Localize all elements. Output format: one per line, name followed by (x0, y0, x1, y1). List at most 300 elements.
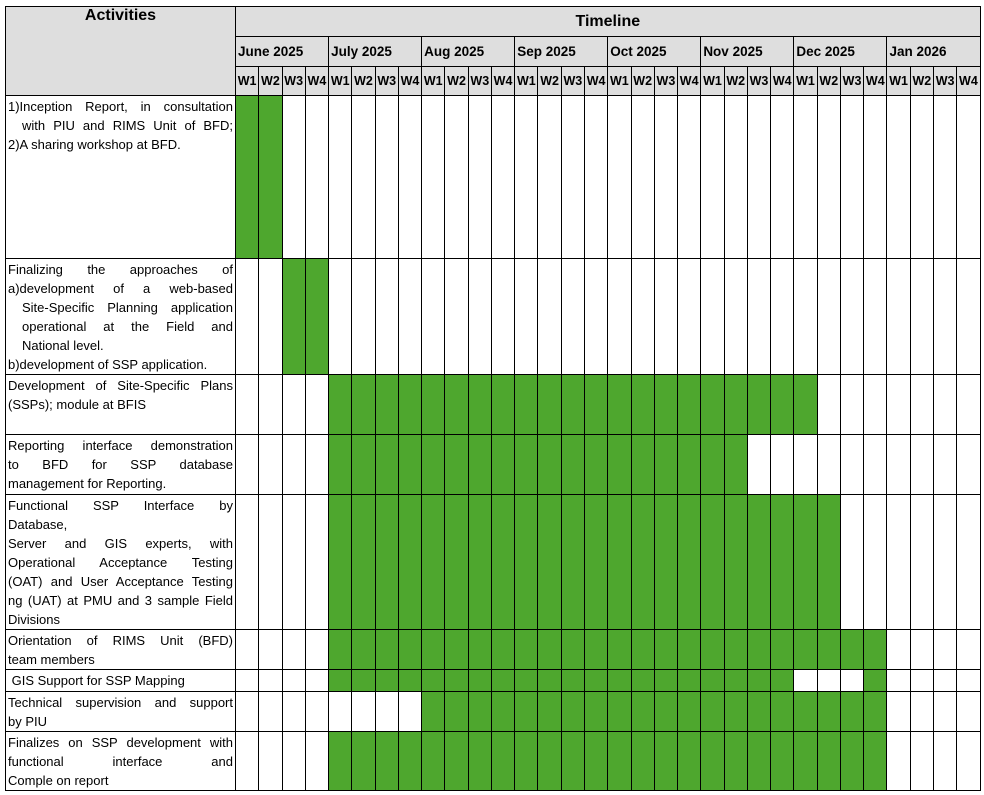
gantt-empty-cell (933, 96, 956, 259)
gantt-empty-cell (887, 259, 910, 375)
gantt-bar-cell (631, 495, 654, 630)
gantt-bar-cell (375, 670, 398, 692)
activity-row (6, 375, 981, 435)
week-header: W2 (817, 67, 840, 96)
gantt-bar-cell (445, 495, 468, 630)
gantt-bar-cell (584, 375, 607, 435)
week-header: W3 (561, 67, 584, 96)
gantt-empty-cell (305, 670, 328, 692)
gantt-bar-cell (422, 670, 445, 692)
gantt-empty-cell (817, 375, 840, 435)
activity-row (6, 96, 981, 259)
gantt-bar-cell (701, 732, 724, 791)
gantt-empty-cell (817, 259, 840, 375)
gantt-bar-cell (794, 630, 817, 670)
gantt-bar-cell (468, 670, 491, 692)
gantt-bar-cell (747, 670, 770, 692)
gantt-bar-cell (678, 435, 701, 495)
gantt-bar-cell (631, 732, 654, 791)
activity-row (6, 630, 981, 670)
gantt-empty-cell (375, 259, 398, 375)
gantt-bar-cell (631, 375, 654, 435)
activity-text-line: a)development of a web-based (8, 281, 233, 296)
gantt-bar-cell (678, 732, 701, 791)
gantt-empty-cell (236, 495, 259, 630)
gantt-bar-cell (747, 692, 770, 732)
gantt-empty-cell (910, 375, 933, 435)
gantt-bar-cell (491, 435, 514, 495)
gantt-bar-cell (771, 670, 794, 692)
gantt-empty-cell (631, 259, 654, 375)
gantt-bar-cell (631, 670, 654, 692)
week-header: W1 (887, 67, 910, 96)
activity-text-line: (OAT) and User Acceptance Testing (8, 574, 233, 589)
activity-text-line: 2)A sharing workshop at BFD. (8, 137, 181, 152)
gantt-bar-cell (747, 630, 770, 670)
gantt-empty-cell (561, 96, 584, 259)
gantt-bar-cell (491, 495, 514, 630)
gantt-empty-cell (957, 259, 980, 375)
activity-text-line: Operational Acceptance Testing (8, 555, 233, 570)
activity-cell (6, 732, 236, 791)
gantt-empty-cell (794, 259, 817, 375)
gantt-empty-cell (282, 435, 305, 495)
gantt-bar-cell (794, 495, 817, 630)
activity-row (6, 670, 981, 692)
week-header: W3 (375, 67, 398, 96)
gantt-bar-cell (468, 435, 491, 495)
gantt-bar-cell (422, 375, 445, 435)
gantt-empty-cell (910, 495, 933, 630)
gantt-bar-cell (538, 670, 561, 692)
gantt-empty-cell (236, 732, 259, 791)
activity-text-line: ng (UAT) at PMU and 3 sample Field (8, 593, 233, 608)
gantt-empty-cell (771, 259, 794, 375)
gantt-bar-cell (422, 692, 445, 732)
activity-row (6, 692, 981, 732)
gantt-bar-cell (631, 435, 654, 495)
gantt-bar-cell (422, 630, 445, 670)
gantt-bar-cell (654, 495, 677, 630)
gantt-bar-cell (608, 692, 631, 732)
gantt-bar-cell (236, 96, 259, 259)
gantt-empty-cell (352, 692, 375, 732)
gantt-empty-cell (515, 259, 538, 375)
gantt-empty-cell (305, 630, 328, 670)
gantt-bar-cell (724, 435, 747, 495)
gantt-bar-cell (398, 495, 421, 630)
gantt-bar-cell (445, 692, 468, 732)
activity-text-line: Finalizes on SSP development with (8, 735, 233, 750)
gantt-bar-cell (654, 670, 677, 692)
gantt-bar-cell (724, 670, 747, 692)
week-header: W3 (282, 67, 305, 96)
gantt-bar-cell (468, 630, 491, 670)
week-header: W1 (515, 67, 538, 96)
gantt-empty-cell (329, 259, 352, 375)
week-header: W1 (794, 67, 817, 96)
activity-text-line: National level. (22, 338, 104, 353)
gantt-bar-cell (352, 670, 375, 692)
activity-row (6, 259, 981, 375)
gantt-bar-cell (375, 375, 398, 435)
gantt-bar-cell (608, 630, 631, 670)
gantt-bar-cell (282, 259, 305, 375)
activity-cell (6, 96, 236, 259)
gantt-empty-cell (422, 259, 445, 375)
week-header: W4 (305, 67, 328, 96)
activity-text-line: Technical supervision and support (8, 695, 233, 710)
gantt-bar-cell (608, 495, 631, 630)
gantt-bar-cell (491, 670, 514, 692)
gantt-empty-cell (329, 96, 352, 259)
gantt-chart (5, 6, 981, 791)
gantt-empty-cell (933, 375, 956, 435)
gantt-bar-cell (724, 732, 747, 791)
gantt-bar-cell (329, 375, 352, 435)
gantt-bar-cell (491, 630, 514, 670)
gantt-empty-cell (678, 259, 701, 375)
gantt-empty-cell (771, 96, 794, 259)
activity-text-line: Site-Specific Planning application (22, 300, 233, 315)
gantt-empty-cell (887, 692, 910, 732)
gantt-empty-cell (957, 435, 980, 495)
gantt-bar-cell (515, 630, 538, 670)
gantt-bar-cell (701, 495, 724, 630)
week-header: W3 (654, 67, 677, 96)
gantt-empty-cell (817, 670, 840, 692)
gantt-empty-cell (957, 96, 980, 259)
gantt-empty-cell (375, 692, 398, 732)
gantt-empty-cell (724, 96, 747, 259)
gantt-bar-cell (817, 495, 840, 630)
week-header: W4 (398, 67, 421, 96)
gantt-empty-cell (957, 495, 980, 630)
gantt-bar-cell (329, 495, 352, 630)
gantt-bar-cell (561, 692, 584, 732)
activity-text-line: (SSPs); module at BFIS (8, 397, 146, 412)
gantt-bar-cell (445, 375, 468, 435)
gantt-empty-cell (933, 732, 956, 791)
gantt-bar-cell (794, 375, 817, 435)
gantt-empty-cell (747, 435, 770, 495)
activity-text-line: b)development of SSP application. (8, 357, 208, 372)
gantt-empty-cell (282, 96, 305, 259)
gantt-empty-cell (910, 96, 933, 259)
gantt-empty-cell (259, 495, 282, 630)
gantt-bar-cell (817, 692, 840, 732)
gantt-bar-cell (329, 670, 352, 692)
gantt-empty-cell (654, 259, 677, 375)
activity-text-line: management for Reporting. (8, 476, 167, 491)
gantt-empty-cell (282, 670, 305, 692)
gantt-empty-cell (236, 630, 259, 670)
gantt-empty-cell (305, 96, 328, 259)
gantt-bar-cell (538, 732, 561, 791)
gantt-empty-cell (794, 96, 817, 259)
gantt-empty-cell (864, 96, 887, 259)
week-header: W4 (771, 67, 794, 96)
gantt-empty-cell (957, 732, 980, 791)
gantt-bar-cell (561, 375, 584, 435)
gantt-empty-cell (864, 495, 887, 630)
gantt-empty-cell (398, 692, 421, 732)
gantt-bar-cell (305, 259, 328, 375)
gantt-empty-cell (840, 435, 863, 495)
gantt-empty-cell (933, 495, 956, 630)
gantt-empty-cell (305, 495, 328, 630)
gantt-empty-cell (305, 375, 328, 435)
month-header: June 2025 (236, 37, 329, 67)
activity-cell (6, 692, 236, 732)
gantt-bar-cell (398, 435, 421, 495)
gantt-bar-cell (654, 435, 677, 495)
gantt-empty-cell (631, 96, 654, 259)
gantt-empty-cell (282, 692, 305, 732)
gantt-empty-cell (538, 259, 561, 375)
gantt-bar-cell (491, 692, 514, 732)
activity-text-line: Finalizing the approaches of (8, 262, 233, 277)
gantt-empty-cell (840, 259, 863, 375)
week-header: W4 (864, 67, 887, 96)
gantt-bar-cell (259, 96, 282, 259)
week-header: W3 (468, 67, 491, 96)
gantt-bar-cell (375, 732, 398, 791)
gantt-bar-cell (864, 732, 887, 791)
gantt-bar-cell (352, 375, 375, 435)
gantt-empty-cell (584, 96, 607, 259)
activity-text-line: operational at the Field and (22, 319, 233, 334)
gantt-bar-cell (584, 435, 607, 495)
gantt-empty-cell (491, 96, 514, 259)
gantt-empty-cell (305, 692, 328, 732)
gantt-bar-cell (747, 495, 770, 630)
gantt-empty-cell (887, 732, 910, 791)
gantt-bar-cell (840, 732, 863, 791)
week-header: W4 (584, 67, 607, 96)
gantt-bar-cell (352, 435, 375, 495)
month-header: Oct 2025 (608, 37, 701, 67)
gantt-bar-cell (352, 732, 375, 791)
gantt-bar-cell (398, 732, 421, 791)
week-header: W1 (422, 67, 445, 96)
gantt-empty-cell (794, 670, 817, 692)
gantt-bar-cell (864, 670, 887, 692)
gantt-empty-cell (933, 630, 956, 670)
gantt-bar-cell (654, 375, 677, 435)
week-header: W3 (840, 67, 863, 96)
gantt-empty-cell (933, 670, 956, 692)
week-header: W2 (445, 67, 468, 96)
gantt-empty-cell (771, 435, 794, 495)
gantt-bar-cell (352, 630, 375, 670)
gantt-empty-cell (933, 259, 956, 375)
week-header: W4 (957, 67, 980, 96)
gantt-empty-cell (282, 375, 305, 435)
gantt-empty-cell (236, 670, 259, 692)
gantt-bar-cell (561, 495, 584, 630)
gantt-empty-cell (329, 692, 352, 732)
week-header: W1 (608, 67, 631, 96)
week-header: W4 (678, 67, 701, 96)
gantt-bar-cell (515, 435, 538, 495)
gantt-bar-cell (445, 732, 468, 791)
gantt-empty-cell (747, 96, 770, 259)
activity-row (6, 495, 981, 630)
gantt-empty-cell (957, 630, 980, 670)
gantt-bar-cell (701, 692, 724, 732)
month-header: Dec 2025 (794, 37, 887, 67)
week-header: W3 (747, 67, 770, 96)
gantt-empty-cell (259, 375, 282, 435)
gantt-empty-cell (887, 96, 910, 259)
gantt-empty-cell (584, 259, 607, 375)
gantt-bar-cell (375, 435, 398, 495)
gantt-bar-cell (701, 435, 724, 495)
gantt-bar-cell (678, 670, 701, 692)
week-header: W2 (631, 67, 654, 96)
gantt-bar-cell (631, 692, 654, 732)
activity-text-line: Orientation of RIMS Unit (BFD) (8, 633, 233, 648)
gantt-bar-cell (771, 375, 794, 435)
gantt-bar-cell (608, 435, 631, 495)
gantt-bar-cell (678, 495, 701, 630)
gantt-bar-cell (398, 630, 421, 670)
gantt-bar-cell (724, 692, 747, 732)
gantt-bar-cell (678, 630, 701, 670)
gantt-empty-cell (840, 96, 863, 259)
activity-text-line: Database, (8, 517, 68, 532)
gantt-bar-cell (771, 732, 794, 791)
gantt-bar-cell (771, 630, 794, 670)
gantt-empty-cell (701, 259, 724, 375)
week-header: W2 (538, 67, 561, 96)
gantt-empty-cell (887, 435, 910, 495)
gantt-bar-cell (701, 670, 724, 692)
gantt-bar-cell (840, 692, 863, 732)
activity-cell (6, 375, 236, 435)
gantt-bar-cell (538, 495, 561, 630)
gantt-empty-cell (422, 96, 445, 259)
gantt-empty-cell (236, 259, 259, 375)
gantt-bar-cell (584, 692, 607, 732)
activity-row (6, 732, 981, 791)
gantt-empty-cell (259, 670, 282, 692)
gantt-bar-cell (538, 692, 561, 732)
gantt-bar-cell (561, 732, 584, 791)
gantt-bar-cell (701, 630, 724, 670)
gantt-empty-cell (398, 96, 421, 259)
gantt-bar-cell (561, 630, 584, 670)
week-header: W2 (259, 67, 282, 96)
gantt-empty-cell (445, 259, 468, 375)
gantt-bar-cell (538, 630, 561, 670)
gantt-bar-cell (515, 692, 538, 732)
gantt-empty-cell (933, 692, 956, 732)
activity-text-line: Development of Site-Specific Plans (8, 378, 233, 393)
month-header: July 2025 (329, 37, 422, 67)
activities-header: Activities (6, 7, 236, 96)
gantt-empty-cell (678, 96, 701, 259)
gantt-bar-cell (538, 435, 561, 495)
timeline-header: Timeline (236, 7, 981, 37)
gantt-empty-cell (864, 375, 887, 435)
gantt-empty-cell (608, 96, 631, 259)
gantt-empty-cell (887, 630, 910, 670)
gantt-empty-cell (747, 259, 770, 375)
gantt-empty-cell (259, 435, 282, 495)
gantt-empty-cell (910, 692, 933, 732)
gantt-bar-cell (561, 435, 584, 495)
gantt-empty-cell (933, 435, 956, 495)
gantt-empty-cell (305, 732, 328, 791)
gantt-bar-cell (584, 670, 607, 692)
timeline-table (5, 6, 981, 791)
activity-text-line: Comple on report (8, 773, 109, 788)
gantt-bar-cell (817, 630, 840, 670)
activity-cell (6, 495, 236, 630)
gantt-bar-cell (584, 630, 607, 670)
gantt-bar-cell (375, 630, 398, 670)
gantt-bar-cell (561, 670, 584, 692)
week-header: W4 (491, 67, 514, 96)
gantt-bar-cell (491, 375, 514, 435)
gantt-bar-cell (584, 732, 607, 791)
gantt-bar-cell (398, 670, 421, 692)
gantt-empty-cell (282, 630, 305, 670)
gantt-bar-cell (352, 495, 375, 630)
activity-text-line: GIS Support for SSP Mapping (8, 673, 185, 688)
gantt-empty-cell (259, 630, 282, 670)
gantt-bar-cell (864, 692, 887, 732)
week-header: W1 (701, 67, 724, 96)
gantt-empty-cell (864, 435, 887, 495)
gantt-empty-cell (840, 670, 863, 692)
gantt-bar-cell (724, 375, 747, 435)
gantt-empty-cell (282, 732, 305, 791)
week-header: W2 (724, 67, 747, 96)
activity-cell (6, 630, 236, 670)
gantt-bar-cell (515, 495, 538, 630)
gantt-empty-cell (236, 375, 259, 435)
gantt-bar-cell (701, 375, 724, 435)
activity-text-line: with PIU and RIMS Unit of BFD; (22, 118, 233, 133)
gantt-empty-cell (608, 259, 631, 375)
gantt-bar-cell (678, 375, 701, 435)
gantt-empty-cell (887, 670, 910, 692)
gantt-bar-cell (724, 495, 747, 630)
activity-text-line: team members (8, 652, 95, 667)
week-header: W2 (910, 67, 933, 96)
gantt-empty-cell (840, 495, 863, 630)
gantt-empty-cell (817, 435, 840, 495)
gantt-empty-cell (910, 670, 933, 692)
activity-text-line: Divisions (8, 612, 61, 627)
gantt-bar-cell (468, 495, 491, 630)
week-header: W2 (352, 67, 375, 96)
gantt-bar-cell (329, 435, 352, 495)
gantt-empty-cell (468, 259, 491, 375)
gantt-empty-cell (887, 495, 910, 630)
gantt-bar-cell (398, 375, 421, 435)
gantt-empty-cell (282, 495, 305, 630)
gantt-bar-cell (654, 630, 677, 670)
activity-cell (6, 670, 236, 692)
gantt-empty-cell (817, 96, 840, 259)
gantt-empty-cell (352, 96, 375, 259)
activity-text-line: by PIU (8, 714, 48, 729)
gantt-bar-cell (468, 692, 491, 732)
